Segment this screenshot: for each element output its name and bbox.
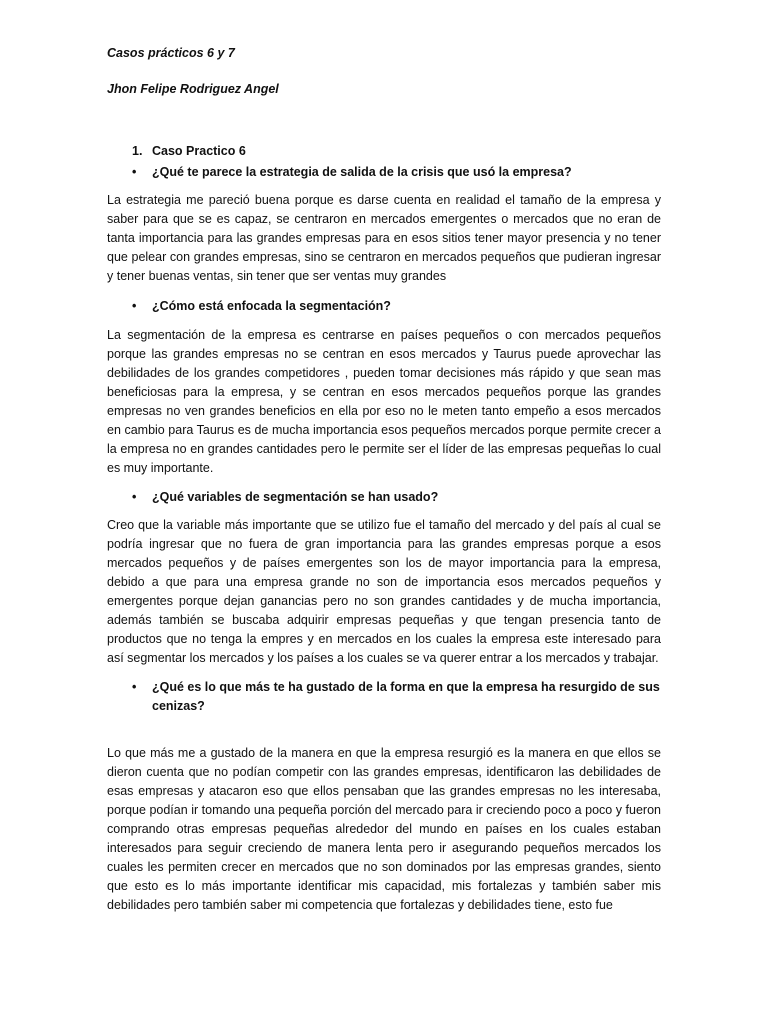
question-text: ¿Cómo está enfocada la segmentación?	[152, 299, 391, 313]
question-text: ¿Qué variables de segmentación se han usado?	[152, 490, 439, 504]
bullet-icon: •	[132, 165, 137, 179]
bullet-icon: •	[132, 299, 137, 313]
document-title: Casos prácticos 6 y 7	[107, 46, 235, 60]
question-text: ¿Qué te parece la estrategia de salida de la crisis que usó la empresa?	[152, 165, 572, 179]
question-text: ¿Qué es lo que más te ha gustado de la forma en que la empresa ha resurgido de sus cenizas?	[152, 680, 660, 713]
question-1	[132, 163, 661, 182]
question-3	[132, 488, 661, 507]
answer-2: La segmentación de la empresa es centrarse en países pequeños o con mercados pequeños porque las grandes empresas no se centran en esos mercados y Taurus puede aprovechar las debilidades de los grandes competidores , pueden tomar decisiones más rápido y que sean mas beneficiosas para la empresa, y se centran en esos mercados pequeños porque las grandes empresas no ven grandes beneficios en ella por eso no le meten tanto empeño a esos mercados en cambio para Taurus es de mucha importancia esos pequeños mercados porque permite crecer a la empresa no en grandes cantidades pero le permite ser el líder de las empresas pequeñas lo cual es muy importante.	[107, 328, 661, 475]
answer-3: Creo que la variable más importante que se utilizo fue el tamaño del mercado y del país al cual se podría ingresar que no fuera de gran importancia para las grandes empresas porque a esos mercados pequeños y de países emergentes son los de mayor importancia para la empresa, debido a que para una empresa grande no son de importancia esos mercados pequeños y emergentes porque dejan ganancias pero no son grandes cantidades y de mucha importancia, además también se buscaba adquirir empresas pequeñas y que tengan presencia tanto de productos que no tenga la empres y en mercados en los cuales la empresa este interesado para así segmentar los mercados y los países a los cuales se va querer entrar a los mercados y trabajar.	[107, 518, 661, 665]
case-title: Caso Practico 6	[152, 144, 246, 158]
question-4	[132, 678, 661, 716]
bullet-icon: •	[132, 680, 137, 694]
answer-1: La estrategia me pareció buena porque es darse cuenta en realidad el tamaño de la empresa y saber para que se es capaz, se centraron en mercados emergentes o mercados que no eran de tanta importancia para las grandes empresas para en esos sitios tener mayor presencia y no tener que pelear con grandes empresas, sino se centraron en mercados pequeños que pudieran ingresar y tener buenas ventas, sin tener que ser ventas muy grandes	[107, 193, 661, 283]
answer-4: Lo que más me a gustado de la manera en que la empresa resurgió es la manera en que ellos se dieron cuenta que no podían competir con las grandes empresas, identificaron las debilidades de esas empresas y atacaron eso que ellos pensaban que las grandes empresas no les interesaba, porque podían ir tomando una pequeña porción del mercado para ir creciendo poco a poco y fueron comprando otras empresas pequeñas alrededor del mundo en países en los cuales estaban interesados para seguir creciendo de manera lenta pero ir asegurando pequeños mercados los cuales les permiten crecer en mercados que no son dominados por las empresas grandes, siento que esto es lo más importante identificar mis capacidad, mis fortalezas y también saber mis debilidades pero también saber mi competencia que fortalezas y debilidades tiene, esto fue	[107, 746, 661, 912]
case-heading	[132, 144, 246, 158]
bullet-icon: •	[132, 490, 137, 504]
case-number: 1.	[132, 144, 143, 158]
question-2	[132, 297, 661, 316]
author-name: Jhon Felipe Rodriguez Angel	[107, 82, 279, 96]
